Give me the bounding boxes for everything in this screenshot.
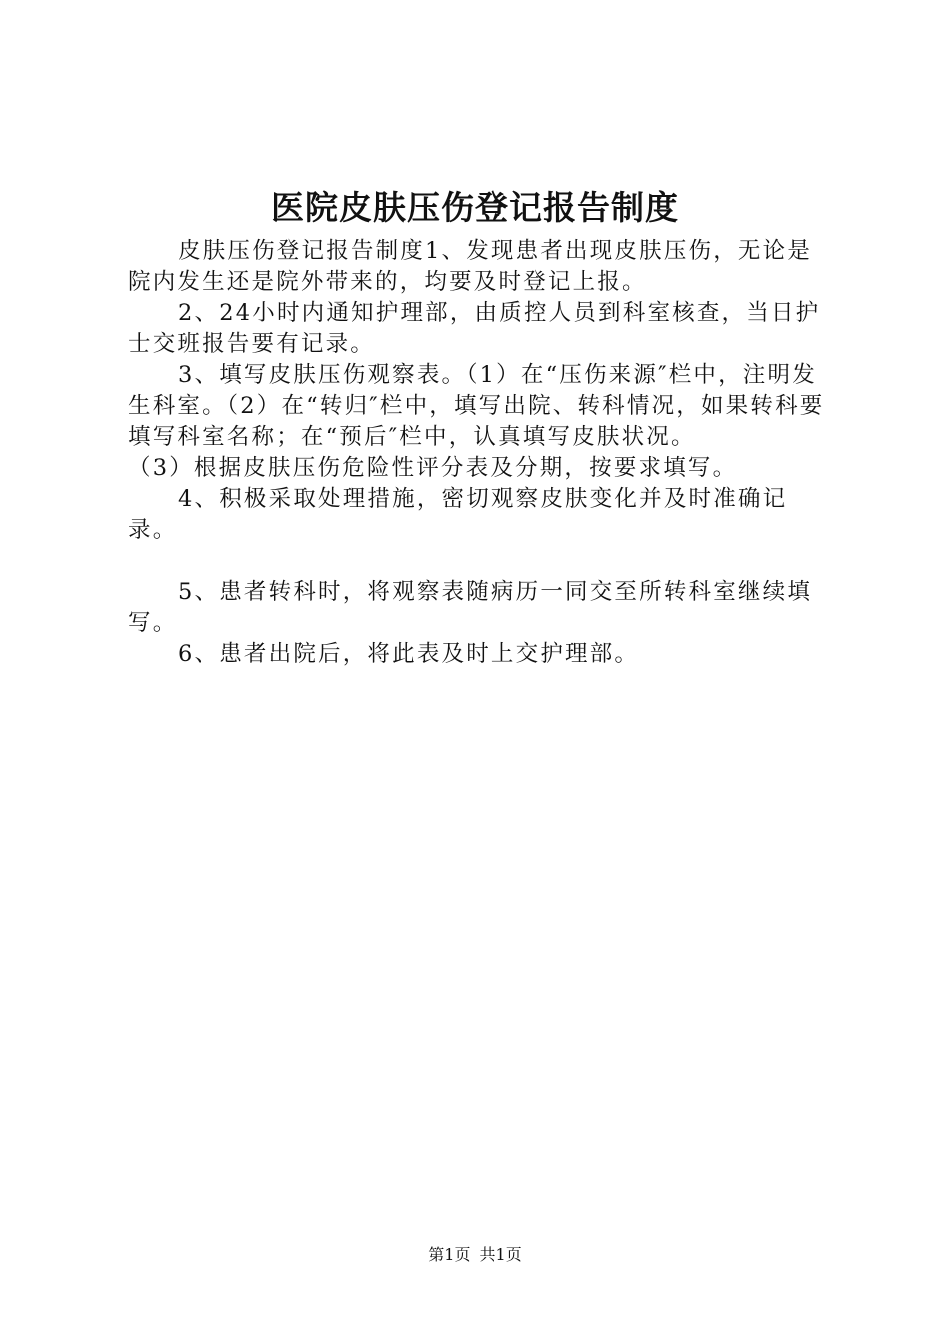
paragraph-1: 皮肤压伤登记报告制度1、发现患者出现皮肤压伤，无论是院内发生还是院外带来的，均要及时登记上报。 xyxy=(128,238,813,295)
document-body xyxy=(128,236,834,670)
paragraph-5: 5、患者转科时，将观察表随病历一同交至所转科室继续填写。 xyxy=(128,579,813,636)
paragraph-4: 4、积极采取处理措施，密切观察皮肤变化并及时准确记录。 xyxy=(128,486,788,543)
page-footer xyxy=(0,1245,950,1265)
document-title: 医院皮肤压伤登记报告制度 xyxy=(271,188,679,227)
paragraph-3-continued: （3）根据皮肤压伤危险性评分表及分期，按要求填写。 xyxy=(128,455,738,481)
paragraph-3: 3、填写皮肤压伤观察表。（1）在“压伤来源″栏中，注明发生科室。（2）在“转归″栏中，填写出院、转科情况，如果转科要填写科室名称；在“预后″栏中，认真填写皮肤状况。 xyxy=(128,362,825,450)
paragraph-6: 6、患者出院后，将此表及时上交护理部。 xyxy=(178,641,640,667)
paragraph-2: 2、24小时内通知护理部，由质控人员到科室核查，当日护士交班报告要有记录。 xyxy=(128,300,821,357)
page-number: 第1页 xyxy=(428,1245,471,1264)
page-total: 共1页 xyxy=(479,1245,522,1264)
